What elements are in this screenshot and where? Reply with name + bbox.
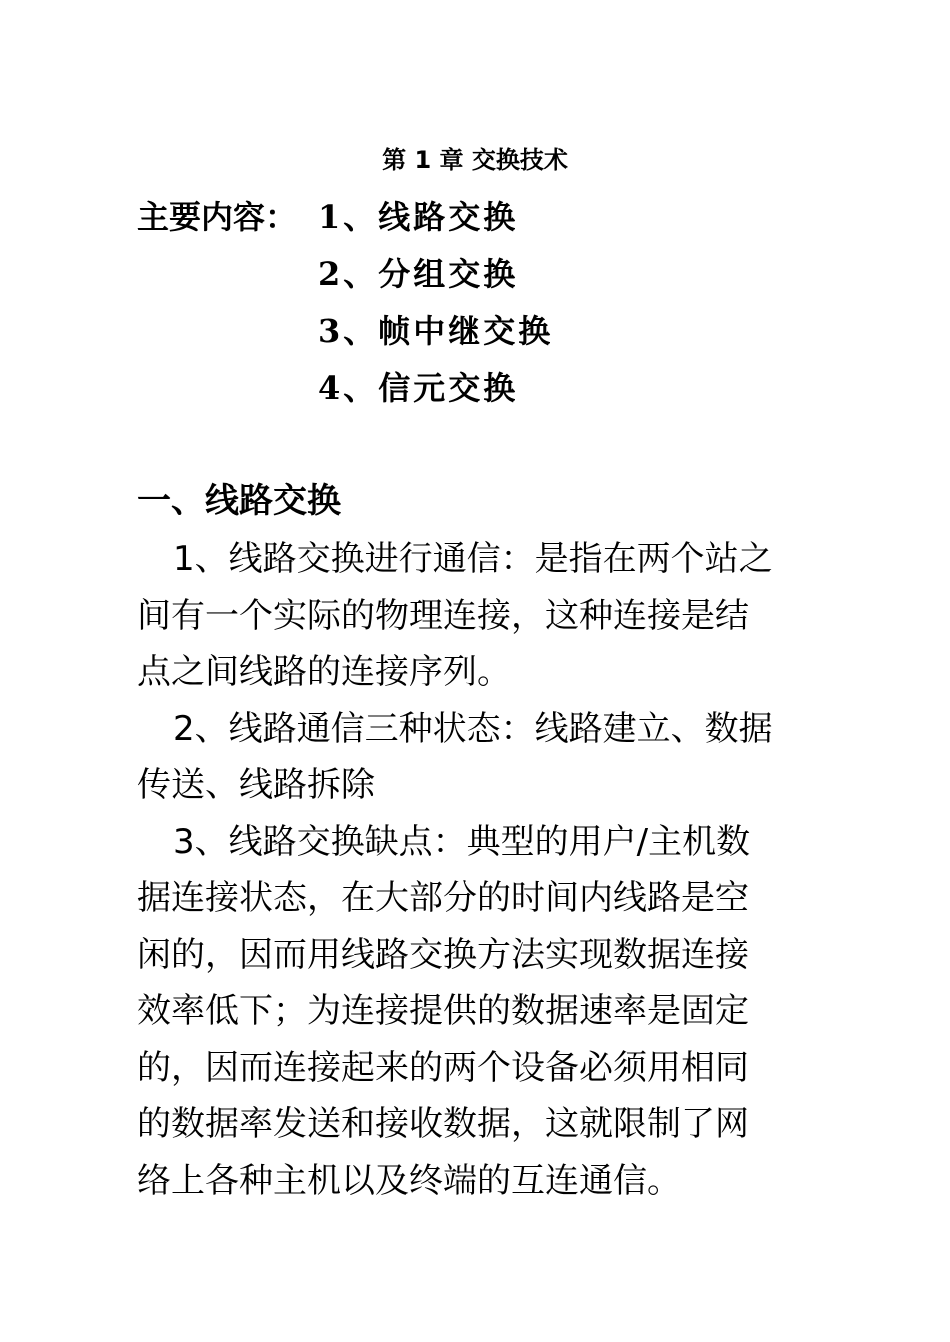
chapter-title: 第 1 章 交换技术 bbox=[382, 146, 568, 174]
contents-item: 4、信元交换 bbox=[318, 369, 519, 407]
text-line: 的，因而连接起来的两个设备必须用相同 bbox=[137, 1047, 749, 1088]
text-line: 3、线路交换缺点：典型的用户/主机数 bbox=[173, 821, 751, 862]
text-line: 2、线路通信三种状态：线路建立、数据 bbox=[173, 708, 773, 749]
section-body bbox=[137, 531, 817, 1209]
text-line: 1、线路交换进行通信：是指在两个站之 bbox=[173, 539, 773, 579]
text-line: 络上各种主机以及终端的互连通信。 bbox=[137, 1160, 681, 1201]
text-line: 闲的，因而用线路交换方法实现数据连接 bbox=[137, 934, 749, 975]
section-heading: 一、线路交换 bbox=[137, 481, 341, 521]
paragraph-three-states bbox=[137, 701, 817, 814]
paragraph-circuit-communication bbox=[137, 531, 817, 701]
main-contents-label: 主要内容： bbox=[137, 198, 298, 236]
text-line: 据连接状态，在大部分的时间内线路是空 bbox=[137, 878, 749, 918]
text-line: 传送、线路拆除 bbox=[137, 765, 375, 805]
text-line: 的数据率发送和接收数据，这就限制了网 bbox=[137, 1104, 749, 1144]
text-line: 间有一个实际的物理连接，这种连接是结 bbox=[137, 595, 749, 636]
contents-item: 1、线路交换 bbox=[318, 198, 519, 236]
main-contents-list bbox=[318, 193, 553, 421]
paragraph-disadvantages bbox=[137, 814, 817, 1210]
contents-item: 3、帧中继交换 bbox=[318, 312, 554, 350]
contents-item: 2、分组交换 bbox=[318, 255, 519, 293]
text-line: 效率低下；为连接提供的数据速率是固定 bbox=[137, 991, 749, 1031]
text-line: 点之间线路的连接序列。 bbox=[137, 652, 511, 692]
